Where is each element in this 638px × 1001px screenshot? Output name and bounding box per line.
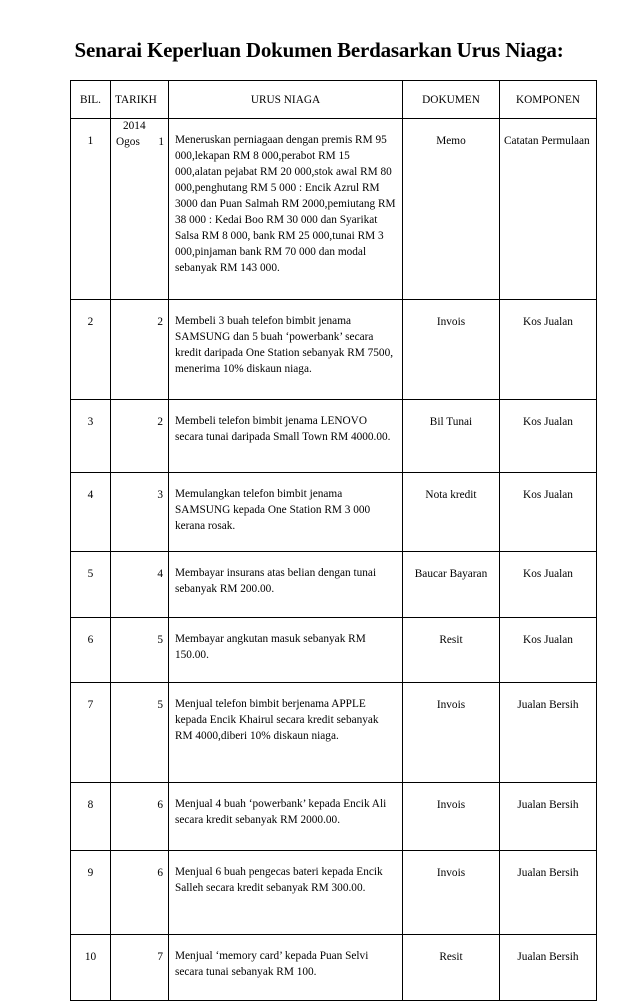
transactions-table: [70, 80, 597, 1001]
row-day: 2: [157, 416, 163, 428]
row-day: 5: [157, 634, 163, 646]
row-urus-niaga: Memulangkan telefon bimbit jenama SAMSUNG kepada One Station RM 3 000 kerana rosak.: [169, 473, 403, 552]
row-komponen: Catatan Permulaan: [504, 135, 590, 147]
row-dokumen: Nota kredit: [425, 489, 477, 501]
row-urus-niaga: Menjual telefon bimbit berjenama APPLE kepada Encik Khairul secara kredit sebanyak RM 4000,diberi 10% diskaun niaga.: [169, 683, 403, 783]
row-komponen: Kos Jualan: [523, 416, 573, 428]
row-bil: 6: [87, 634, 94, 646]
row-day: 7: [157, 951, 163, 963]
table-row: [71, 400, 597, 473]
table-row: [71, 473, 597, 552]
table-row: [71, 783, 597, 851]
table-header-row: [71, 81, 597, 119]
row-month: Ogos: [116, 136, 140, 148]
row-day: 4: [157, 568, 163, 580]
header-urus-niaga: URUS NIAGA: [169, 81, 403, 119]
row-bil: 9: [87, 867, 94, 879]
table-row: [71, 119, 597, 300]
row-urus-niaga: Meneruskan perniagaan dengan premis RM 95 000,lekapan RM 8 000,perabot RM 15 000,alatan pejabat RM 20 000,stok awal RM 80 000,penghutang RM 5 000 : Encik Azrul RM 3000 dan Puan Salmah RM 2000,pemiutang RM 38 000 : Kedai Boo RM 30 000 dan Syarikat Salsa RM 8 000, bank RM 25 000,tunai RM 3 000,pinjaman bank RM 70 000 dan modal sebanyak RM 143 000.: [169, 119, 403, 300]
row-komponen: Jualan Bersih: [517, 799, 579, 811]
row-urus-niaga: Menjual 4 buah ‘powerbank’ kepada Encik Ali secara kredit sebanyak RM 2000.00.: [169, 783, 403, 851]
row-dokumen: Invois: [436, 799, 466, 811]
row-komponen: Kos Jualan: [523, 568, 573, 580]
row-komponen: Kos Jualan: [523, 634, 573, 646]
row-bil: 10: [84, 951, 97, 963]
header-tarikh: TARIKH: [111, 81, 169, 119]
table-row: [71, 935, 597, 1001]
row-day: 5: [157, 699, 163, 711]
table-row: [71, 618, 597, 683]
row-dokumen: Resit: [439, 951, 463, 963]
row-bil: 3: [87, 416, 94, 428]
row-komponen: Jualan Bersih: [517, 699, 579, 711]
row-day: 2: [157, 316, 163, 328]
row-dokumen: Invois: [436, 699, 466, 711]
row-day: 6: [157, 867, 163, 879]
row-urus-niaga: Membeli 3 buah telefon bimbit jenama SAMSUNG dan 5 buah ‘powerbank’ secara kredit daripada One Station sebanyak RM 7500, menerima 10% diskaun niaga.: [169, 300, 403, 400]
table-row: [71, 300, 597, 400]
table-row: [71, 851, 597, 935]
row-komponen: Kos Jualan: [523, 489, 573, 501]
row-urus-niaga: Membeli telefon bimbit jenama LENOVO secara tunai daripada Small Town RM 4000.00.: [169, 400, 403, 473]
row-bil: 2: [87, 316, 94, 328]
row-dokumen: Invois: [436, 316, 466, 328]
row-bil: 5: [87, 568, 94, 580]
row-year: 2014: [123, 120, 146, 132]
table-row: [71, 552, 597, 618]
row-dokumen: Bil Tunai: [429, 416, 473, 428]
row-dokumen: Resit: [439, 634, 463, 646]
row-dokumen: Invois: [436, 867, 466, 879]
row-bil: 7: [87, 699, 94, 711]
row-urus-niaga: Menjual 6 buah pengecas bateri kepada Encik Salleh secara kredit sebanyak RM 300.00.: [169, 851, 403, 935]
page-title: Senarai Keperluan Dokumen Berdasarkan Urus Niaga:: [74, 38, 564, 62]
row-dokumen: Baucar Bayaran: [414, 568, 488, 580]
header-bil: BIL.: [71, 81, 111, 119]
row-day: 1: [158, 136, 164, 148]
row-bil: 8: [87, 799, 94, 811]
row-bil: 1: [87, 135, 94, 147]
row-urus-niaga: Membayar insurans atas belian dengan tunai sebanyak RM 200.00.: [169, 552, 403, 618]
row-urus-niaga: Membayar angkutan masuk sebanyak RM 150.00.: [169, 618, 403, 683]
row-dokumen: Memo: [436, 135, 466, 147]
table-row: [71, 683, 597, 783]
row-urus-niaga: Menjual ‘memory card’ kepada Puan Selvi secara tunai sebanyak RM 100.: [169, 935, 403, 1001]
row-komponen: Jualan Bersih: [517, 951, 579, 963]
row-day: 6: [157, 799, 163, 811]
row-komponen: Kos Jualan: [523, 316, 573, 328]
header-dokumen: DOKUMEN: [403, 81, 500, 119]
header-komponen: KOMPONEN: [500, 81, 597, 119]
row-bil: 4: [87, 489, 94, 501]
row-day: 3: [157, 489, 163, 501]
row-komponen: Jualan Bersih: [517, 867, 579, 879]
